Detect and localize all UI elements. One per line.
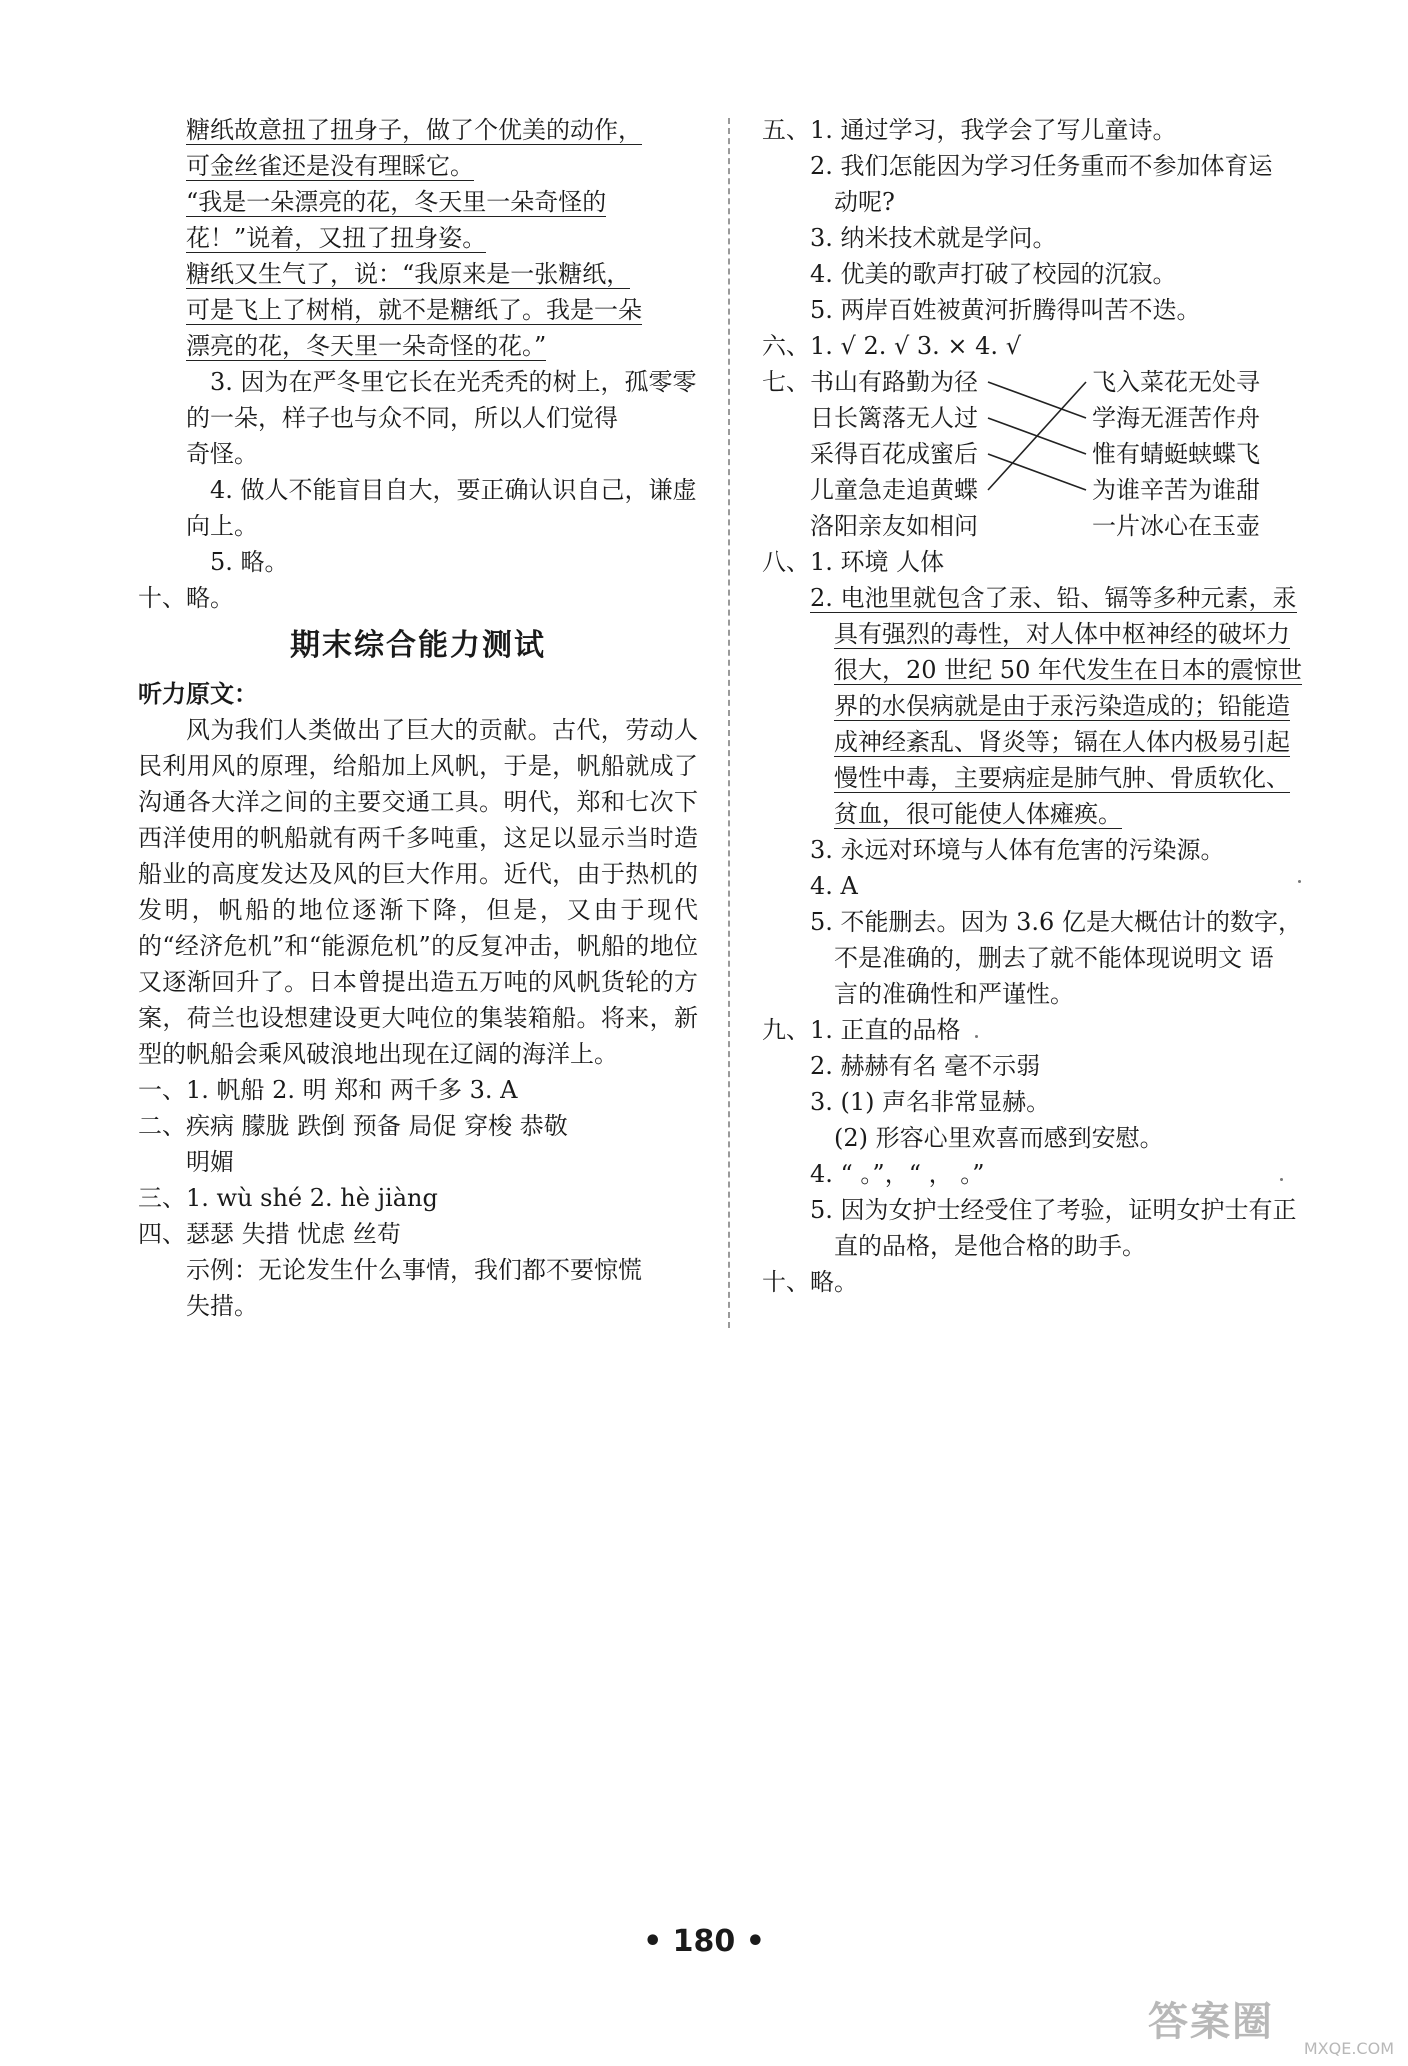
answer-line <box>762 1156 1342 1192</box>
answer-line <box>138 220 698 256</box>
answer-line-text: 六、1. √ 2. √ 3. × 4. √ <box>762 332 1021 360</box>
answer-block-eight-ten <box>762 544 1342 1300</box>
answer-line-text: 的一朵，样子也与众不同，所以人们觉得 <box>186 404 618 432</box>
answer-line-text: 贫血，很可能使人体瘫痪。 <box>834 800 1122 828</box>
answer-line <box>762 796 1342 832</box>
answer-line-text: 示例：无论发生什么事情，我们都不要惊慌 <box>186 1256 642 1284</box>
answer-line <box>762 1084 1342 1120</box>
answer-line <box>138 1216 698 1252</box>
answer-line-text: 二、疾病 朦胧 跌倒 预备 局促 穿梭 恭敬 <box>138 1112 568 1140</box>
answer-line <box>138 472 698 508</box>
answer-line <box>762 616 1342 652</box>
answer-line-text: 可是飞上了树梢，就不是糖纸了。我是一朵 <box>186 296 642 324</box>
answer-line-text: 五、1. 通过学习，我学会了写儿童诗。 <box>762 116 1177 144</box>
poem-matching <box>762 364 1342 544</box>
answer-line <box>762 1228 1342 1264</box>
matching-row <box>762 508 1342 544</box>
answer-line-text: 2. 我们怎能因为学习任务重而不参加体育运 <box>810 152 1273 180</box>
poem-line-left: 儿童急走追黄蝶 <box>810 476 978 504</box>
answer-line-text: 界的水俣病就是由于汞污染造成的；铅能造 <box>834 692 1290 720</box>
matching-prefix: 七、 <box>762 368 810 396</box>
answer-line-text: (2) 形容心里欢喜而感到安慰。 <box>834 1124 1164 1152</box>
answer-line-text: 糖纸故意扭了扭身子，做了个优美的动作， <box>186 116 642 144</box>
poem-line-right: 为谁辛苦为谁甜 <box>1092 476 1260 504</box>
answer-line-text: 明媚 <box>186 1148 234 1176</box>
answer-line-text: 不是准确的，删去了就不能体现说明文 语 <box>834 944 1274 972</box>
answer-line <box>762 1264 1342 1300</box>
answer-line-text: 4. A <box>810 872 858 900</box>
answer-line-text: 5. 不能删去。因为 3.6 亿是大概估计的数字， <box>810 908 1302 936</box>
poem-line-left: 采得百花成蜜后 <box>810 440 978 468</box>
section-title: 期末综合能力测试 <box>290 628 546 663</box>
poem-line-right: 一片冰心在玉壶 <box>1092 512 1260 540</box>
answer-line <box>762 112 1342 148</box>
answer-line-text: 一、1. 帆船 2. 明 郑和 两千多 3. A <box>138 1076 518 1104</box>
listening-text: 风为我们人类做出了巨大的贡献。古代，劳动人民利用风的原理，给船加上风帆，于是，帆船就成了沟通各大洋之间的主要交通工具。明代，郑和七次下西洋使用的帆船就有两千多吨重，这足以显示当时造船业的高度发达及风的巨大作用。近代，由于热机的发明，帆船的地位逐渐下降，但是，又由于现代的“经济危机”和“能源危机”的反复冲击，帆船的地位又逐渐回升了。日本曾提出造五万吨的风帆货轮的方案，荷兰也设想建设更大吨位的集装箱船。将来，新型的帆船会乘风破浪地出现在辽阔的海洋上。 <box>138 716 698 1068</box>
answer-line <box>138 1252 698 1288</box>
answer-line <box>762 652 1342 688</box>
matching-row <box>762 364 1342 400</box>
answer-block-five-six <box>762 112 1342 364</box>
answer-line-text: 四、瑟瑟 失措 忧虑 丝苟 <box>138 1220 401 1248</box>
answer-block-continued <box>138 112 698 616</box>
page-number: • 180 • <box>643 1924 765 1959</box>
answer-line <box>138 328 698 364</box>
answer-line <box>762 760 1342 796</box>
answer-line <box>138 292 698 328</box>
answer-line <box>762 184 1342 220</box>
answer-line <box>138 184 698 220</box>
answer-line <box>138 436 698 472</box>
answer-line-text: 4. 做人不能盲目自大，要正确认识自己，谦虚 <box>210 476 697 504</box>
answer-line-text: 失措。 <box>186 1292 258 1320</box>
answer-line-text: 2. 赫赫有名 毫不示弱 <box>810 1052 1041 1080</box>
answer-line <box>138 1072 698 1108</box>
answer-line <box>762 940 1342 976</box>
answer-line-text: 很大，20 世纪 50 年代发生在日本的震惊世 <box>834 656 1302 684</box>
answer-line <box>138 1180 698 1216</box>
poem-line-right: 惟有蜻蜓蛱蝶飞 <box>1092 440 1260 468</box>
answer-line-text: 2. 电池里就包含了汞、铅、镉等多种元素，汞 <box>810 584 1297 612</box>
answer-line-text: 奇怪。 <box>186 440 258 468</box>
matching-row <box>762 436 1342 472</box>
answer-line-text: 5. 因为女护士经受住了考验，证明女护士有正 <box>810 1196 1297 1224</box>
answer-line-text: 3. 永远对环境与人体有危害的污染源。 <box>810 836 1225 864</box>
answer-line <box>762 1120 1342 1156</box>
answer-line-text: 5. 两岸百姓被黄河折腾得叫苦不迭。 <box>810 296 1201 324</box>
answer-line-text: 糖纸又生气了，说：“我原来是一张糖纸， <box>186 260 631 288</box>
poem-line-left: 日长篱落无人过 <box>810 404 978 432</box>
column-divider <box>728 118 730 1328</box>
answer-block-final-test <box>138 1072 698 1324</box>
answer-line-text: 4. “ 。”，“ ， 。” <box>810 1160 985 1188</box>
answer-line-text: 具有强烈的毒性，对人体中枢神经的破坏力 <box>834 620 1290 648</box>
answer-line-text: 3. 纳米技术就是学问。 <box>810 224 1057 252</box>
answer-line <box>762 580 1342 616</box>
answer-line <box>762 292 1342 328</box>
watermark-logo <box>1148 1990 1398 2060</box>
poem-line-left: 书山有路勤为径 <box>810 368 978 396</box>
listening-label: 听力原文： <box>138 680 258 708</box>
answer-line <box>138 364 698 400</box>
right-column <box>762 112 1342 1300</box>
answer-line <box>762 220 1342 256</box>
answer-line <box>762 328 1342 364</box>
answer-line <box>762 256 1342 292</box>
answer-line-text: 动呢? <box>834 188 895 216</box>
answer-line-text: 九、1. 正直的品格 <box>762 1016 961 1044</box>
answer-line <box>762 904 1342 940</box>
watermark-main-text: 答案圈 <box>1148 1999 1274 2045</box>
left-column <box>138 112 698 1324</box>
poem-line-right: 飞入菜花无处寻 <box>1092 368 1260 396</box>
answer-line <box>138 544 698 580</box>
answer-line <box>138 1288 698 1324</box>
answer-line-text: 成神经紊乱、肾炎等；镉在人体内极易引起 <box>834 728 1290 756</box>
answer-line <box>138 1108 698 1144</box>
answer-line <box>762 148 1342 184</box>
scan-speck <box>1298 880 1301 883</box>
answer-line <box>762 724 1342 760</box>
answer-line-text: 直的品格，是他合格的助手。 <box>834 1232 1146 1260</box>
answer-line-text: 3. 因为在严冬里它长在光秃秃的树上，孤零零 <box>210 368 697 396</box>
answer-line <box>138 1144 698 1180</box>
answer-line-text: 3. (1) 声名非常显赫。 <box>810 1088 1051 1116</box>
scan-speck <box>975 1035 978 1038</box>
answer-line-text: 言的准确性和严谨性。 <box>834 980 1074 1008</box>
answer-line-text: 三、1. wù shé 2. hè jiàng <box>138 1184 438 1212</box>
answer-line <box>762 544 1342 580</box>
answer-line-text: 4. 优美的歌声打破了校园的沉寂。 <box>810 260 1177 288</box>
answer-line-text: 十、略。 <box>138 584 234 612</box>
answer-line-text: “我是一朵漂亮的花，冬天里一朵奇怪的 <box>186 188 607 216</box>
answer-line <box>138 256 698 292</box>
answer-line <box>138 400 698 436</box>
answer-line <box>762 868 1342 904</box>
answer-line <box>138 148 698 184</box>
scan-speck <box>1280 1178 1283 1181</box>
answer-line-text: 八、1. 环境 人体 <box>762 548 945 576</box>
answer-line-text: 5. 略。 <box>210 548 289 576</box>
answer-line-text: 向上。 <box>186 512 258 540</box>
answer-line-text: 十、略。 <box>762 1268 858 1296</box>
answer-line-text: 慢性中毒，主要病症是肺气肿、骨质软化、 <box>834 764 1290 792</box>
watermark-url: MXQE.COM <box>1303 2039 1394 2058</box>
answer-line <box>762 688 1342 724</box>
answer-line <box>762 1192 1342 1228</box>
poem-line-right: 学海无涯苦作舟 <box>1092 404 1260 432</box>
answer-line <box>138 508 698 544</box>
answer-line-text: 花！”说着，又扭了扭身姿。 <box>186 224 487 252</box>
answer-line <box>762 1048 1342 1084</box>
answer-line <box>138 112 698 148</box>
answer-line <box>762 976 1342 1012</box>
answer-line <box>762 1012 1342 1048</box>
answer-line <box>762 832 1342 868</box>
matching-row <box>762 472 1342 508</box>
answer-line-text: 可金丝雀还是没有理睬它。 <box>186 152 474 180</box>
answer-line <box>138 580 698 616</box>
answer-line-text: 漂亮的花，冬天里一朵奇怪的花。” <box>186 332 547 360</box>
poem-line-left: 洛阳亲友如相问 <box>810 512 978 540</box>
matching-row <box>762 400 1342 436</box>
